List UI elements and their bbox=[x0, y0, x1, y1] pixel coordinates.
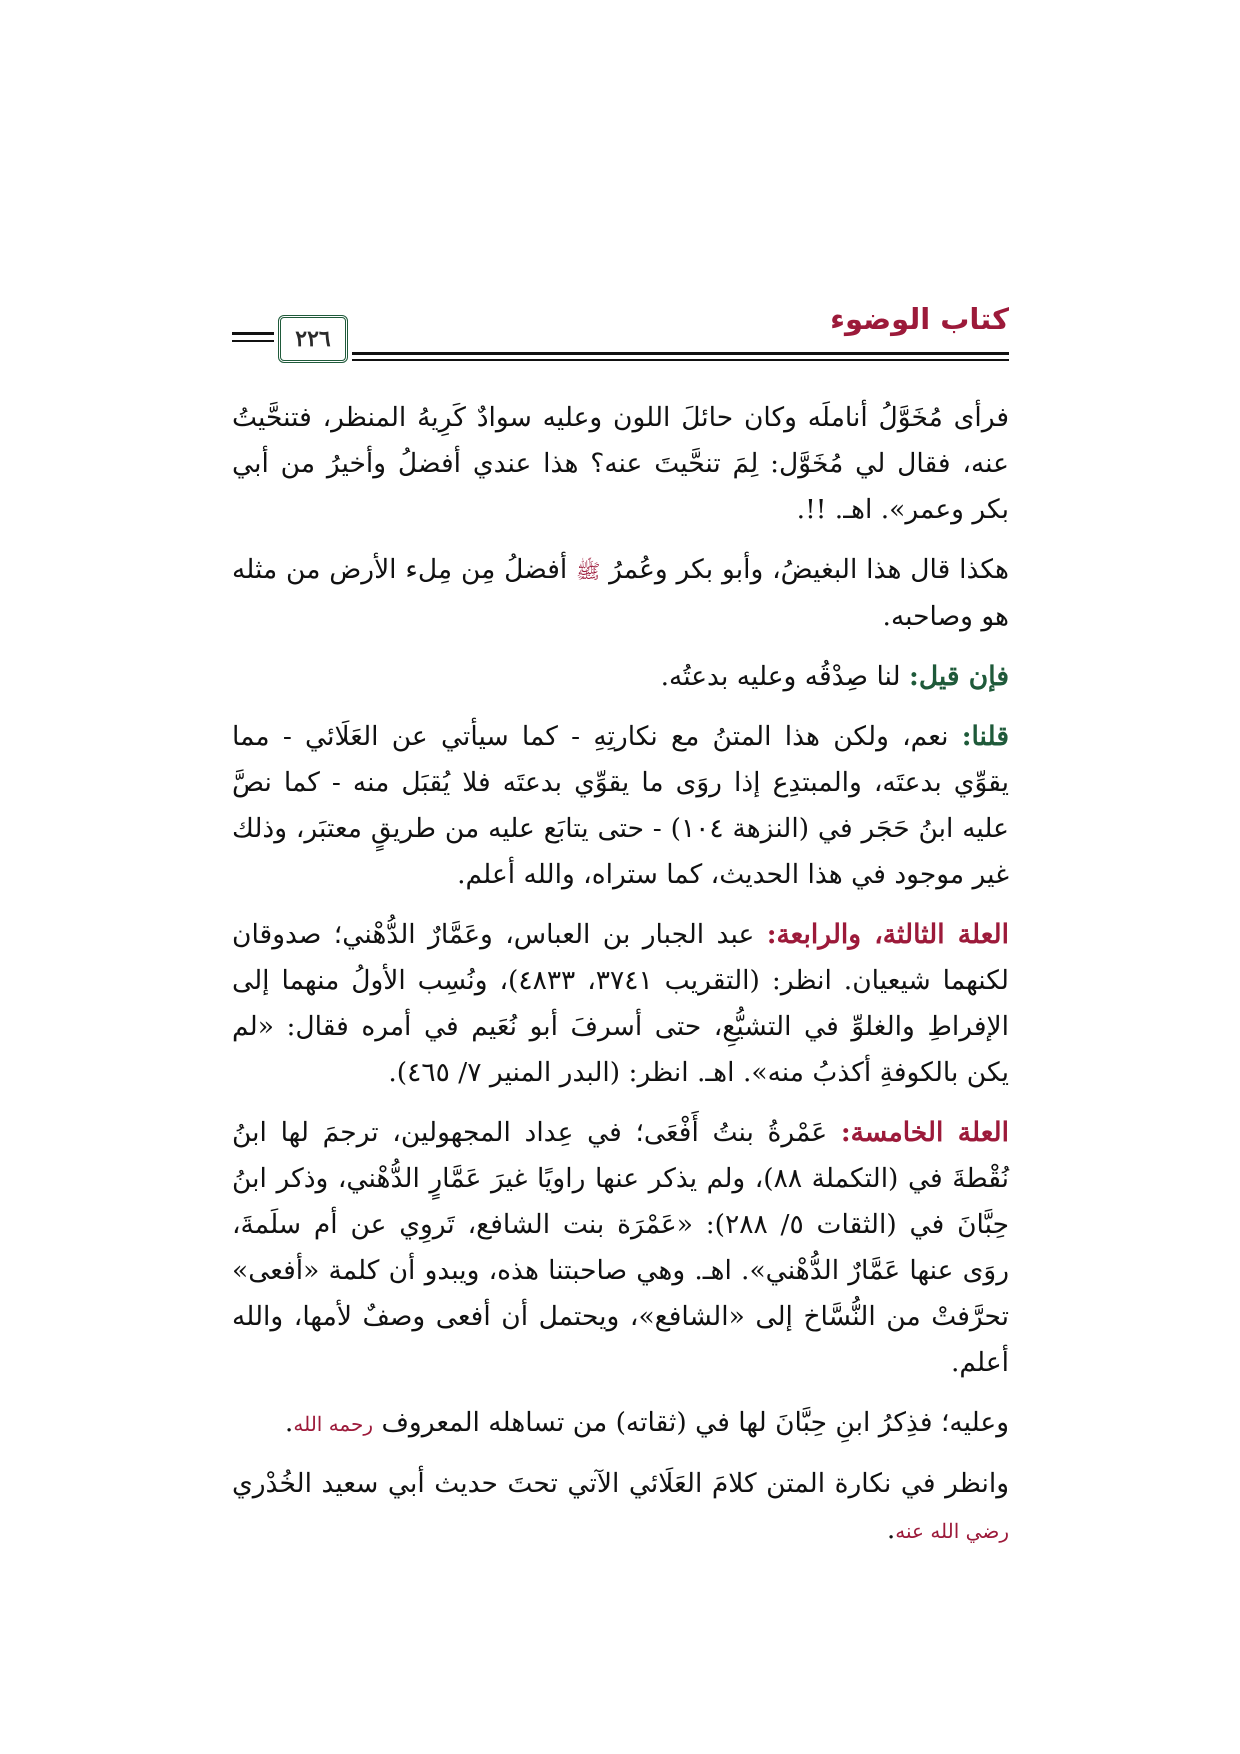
paragraph-text: فرأى مُخَوَّلُ أناملَه وكان حائلَ اللون وعليه سوادٌ كَرِيهُ المنظر، فتنحَّيتُ عنه، فقال لي مُخَوَّل: لِمَ تنحَّيتَ عنه؟ هذا عندي أفضلُ وأخيرُ من أبي بكر وعمر». اهـ. !!. bbox=[232, 402, 1009, 525]
honorific-glyph: رحمه الله bbox=[293, 1412, 374, 1436]
paragraph-text: عبد الجبار بن العباس، وعَمَّارٌ الدُّهْني؛ صدوقان لكنهما شيعيان. انظر: (التقريب ٣٧٤١، ٤٨٣٣)، ونُسِب الأولُ منهما إلى الإفراطِ والغلوِّ في التشيُّعِ، حتى أسرفَ أبو نُعَيم في أمره فقال: «لم يكن بالكوفةِ أكذبُ منه». اهـ. انظر: (البدر المنير ٧/ ٤٦٥). bbox=[232, 919, 1009, 1088]
paragraph-text: وانظر في نكارة المتن كلامَ العَلَائي الآتي تحتَ حديث أبي سعيد الخُدْري bbox=[232, 1468, 1009, 1499]
header-ornament bbox=[232, 332, 274, 342]
paragraph-text: هكذا قال هذا البغيضُ، وأبو بكر وعُمرُ bbox=[609, 554, 1010, 585]
honorific-glyph: رضي الله عنه bbox=[895, 1519, 1009, 1543]
book-title: كتاب الوضوء bbox=[830, 302, 1009, 336]
paragraph bbox=[232, 1110, 1009, 1386]
header-rule bbox=[352, 352, 1009, 355]
punctuation: . bbox=[284, 1407, 294, 1438]
paragraph-text: وعليه؛ فذِكرُ ابنِ حِبَّانَ لها في (ثقاته) من تساهله المعروف bbox=[381, 1407, 1009, 1438]
punctuation: . bbox=[886, 1514, 896, 1545]
paragraph bbox=[232, 654, 1009, 700]
paragraph-text: نعم، ولكن هذا المتنُ مع نكارتِهِ - كما سيأتي عن العَلَائي - مما يقوِّي بدعتَه، والمبتدِع إذا روَى ما يقوِّي بدعتَه فلا يُقبَل منه - كما نصَّ عليه ابنُ حَجَر في (النزهة ١٠٤) - حتى يتابَع عليه من طريقٍ معتبَر، وذلك غير موجود في هذا الحديث، كما ستراه، والله أعلم. bbox=[232, 721, 1009, 890]
paragraph bbox=[232, 395, 1009, 533]
reply-label: قلنا: bbox=[961, 721, 1009, 752]
paragraph-text: أفضلُ مِن مِلء الأرض من مثله هو وصاحبه. bbox=[232, 554, 1009, 632]
paragraph bbox=[232, 547, 1009, 640]
defect-label: العلة الخامسة: bbox=[840, 1117, 1009, 1148]
objection-label: فإن قيل: bbox=[909, 661, 1009, 692]
page-number: ٢٢٦ bbox=[278, 315, 348, 363]
honorific-glyph: ﷺ bbox=[576, 559, 601, 583]
paragraph bbox=[232, 912, 1009, 1096]
paragraph-text: عَمْرةُ بنتُ أَفْعَى؛ في عِداد المجهولين، ترجمَ لها ابنُ نُقْطةَ في (التكملة ٨٨)، ولم يذكر عنها راويًا غيرَ عَمَّارٍ الدُّهْني، وذكر ابنُ حِبَّانَ في (الثقات ٥/ ٢٨٨): «عَمْرَة بنت الشافع، تَروِي عن أم سلَمةَ، روَى عنها عَمَّارٌ الدُّهْني». اهـ. وهي صاحبتنا هذه، ويبدو أن كلمة «أفعى» تحرَّفتْ من النُّسَّاخ إلى «الشافع»، ويحتمل أن أفعى وصفٌ لأمها، والله أعلم. bbox=[232, 1117, 1010, 1378]
header-rule-thin bbox=[352, 359, 1009, 361]
defect-label: العلة الثالثة، والرابعة: bbox=[766, 919, 1009, 950]
paragraph bbox=[232, 714, 1009, 898]
paragraph-text: لنا صِدْقُه وعليه بدعتُه. bbox=[660, 661, 901, 692]
page-header bbox=[232, 302, 1009, 385]
paragraph bbox=[232, 1400, 1009, 1447]
paragraph bbox=[232, 1461, 1009, 1554]
page-body bbox=[232, 395, 1009, 1568]
